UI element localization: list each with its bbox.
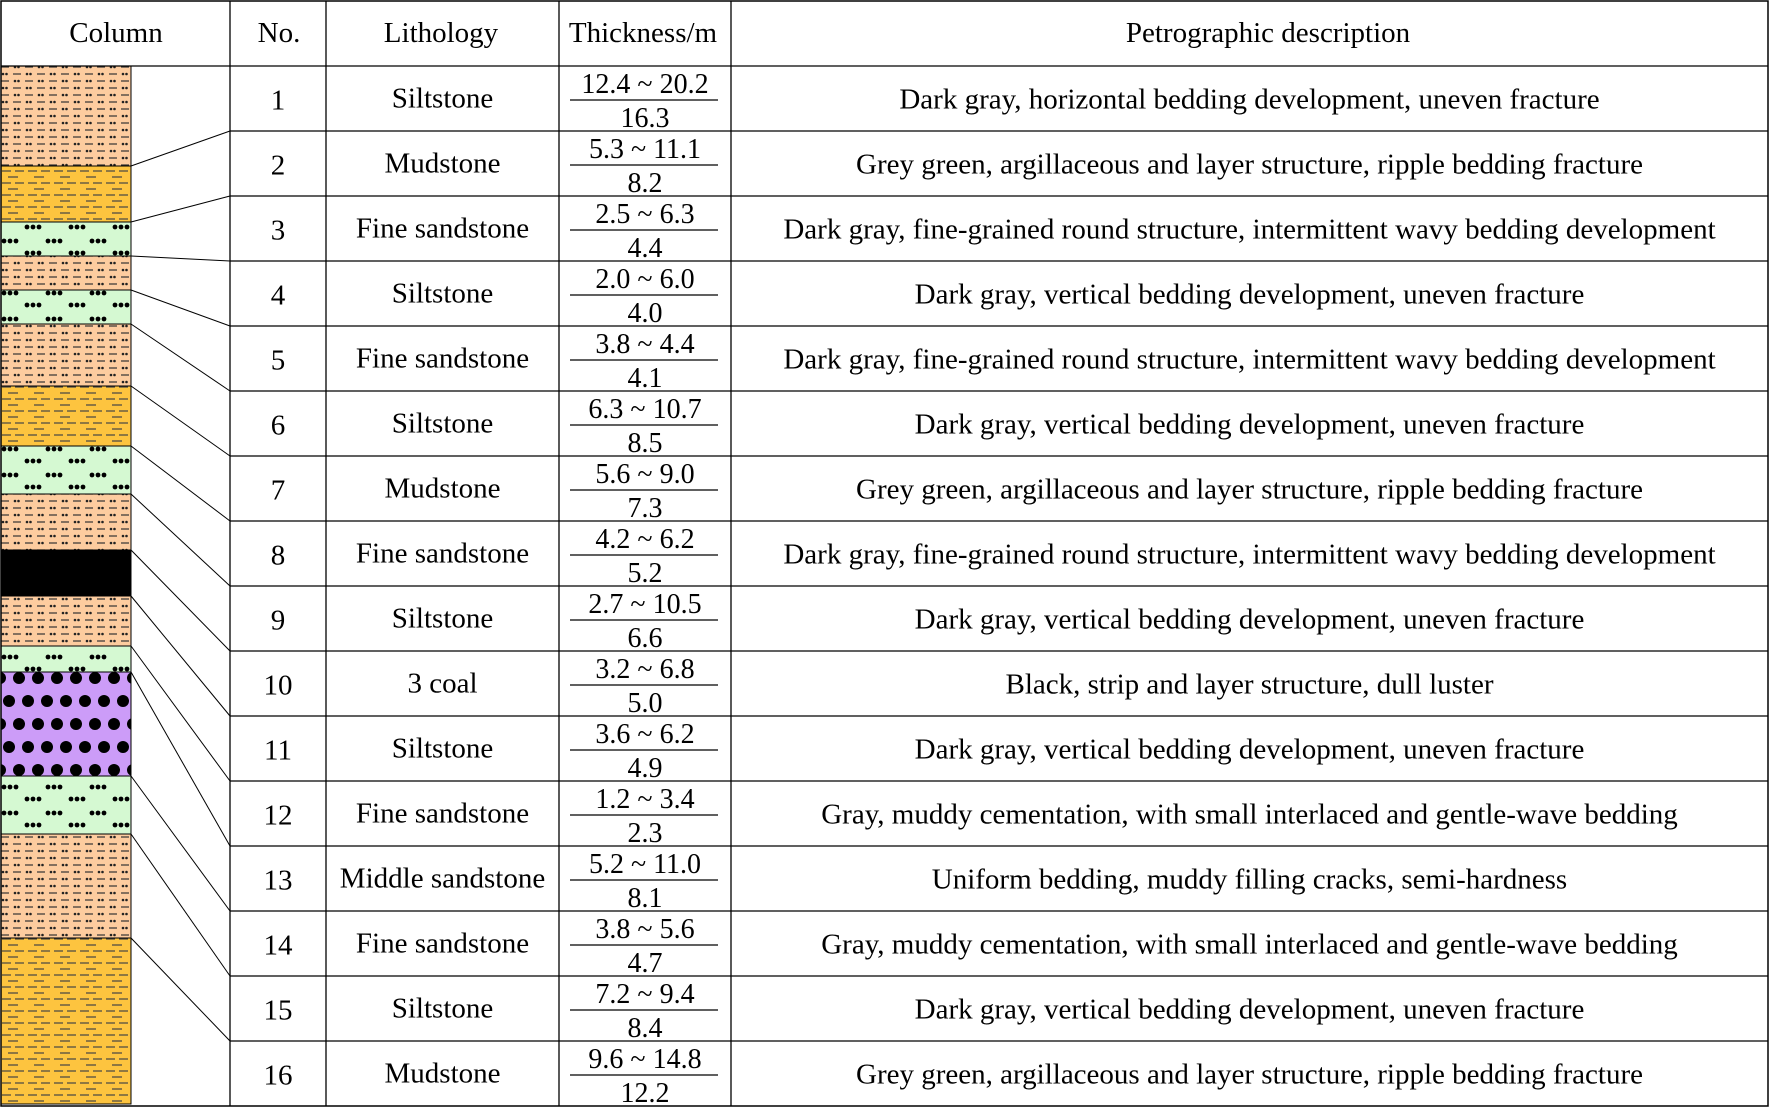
row-number: 10 [263,669,293,702]
connector-line-7 [131,446,230,521]
table-row [264,719,1584,784]
table-row [271,264,1585,329]
lithology-column [1,66,131,1104]
row-number: 5 [270,344,286,377]
connector-line-13 [131,776,230,911]
row-lithology: Fine sandstone [355,342,530,375]
row-lithology: Siltstone [391,732,494,765]
column-layer-14-fine-sandstone-dot-pattern [1,776,131,834]
connector-line-3 [131,256,230,261]
connector-line-8 [131,494,230,586]
row-number: 12 [263,799,293,832]
connector-line-6 [131,386,230,456]
row-number: 9 [270,604,286,637]
column-layer-10-coal-solid [1,550,131,596]
row-number: 1 [270,84,286,117]
column-layer-7-mudstone-dash-pattern [1,386,131,446]
thickness-average: 5.2 [627,558,663,589]
thickness-range: 7.2 ~ 9.4 [595,979,695,1010]
column-layer-1-siltstone-dash-pattern [1,66,131,166]
column-layer-9-siltstone-dash-pattern [1,494,131,550]
row-lithology: Fine sandstone [355,797,530,830]
row-description: Dark gray, horizontal bedding development, uneven fracture [899,83,1600,116]
row-lithology: Middle sandstone [339,862,546,895]
row-description: Dark gray, fine-grained round structure, intermittent wavy bedding development [783,538,1716,571]
row-description: Dark gray, vertical bedding development, uneven fracture [914,278,1585,311]
thickness-average: 4.9 [627,753,663,784]
thickness-average: 2.3 [627,818,663,849]
table-row [264,849,1568,914]
row-description: Dark gray, fine-grained round structure, intermittent wavy bedding development [783,343,1716,376]
row-lithology: Mudstone [384,147,501,180]
thickness-range: 3.6 ~ 6.2 [595,719,695,750]
connector-line-15 [131,938,230,1041]
thickness-range: 12.4 ~ 20.2 [581,69,709,100]
row-number: 13 [263,864,293,897]
table-row [264,1044,1643,1107]
row-description: Dark gray, fine-grained round structure, intermittent wavy bedding development [783,213,1716,246]
thickness-range: 3.8 ~ 5.6 [595,914,695,945]
column-layer-5-fine-sandstone-dot-pattern [1,290,131,324]
row-description: Grey green, argillaceous and layer structure, ripple bedding fracture [856,473,1643,506]
column-layer-3-fine-sandstone-dot-pattern [1,222,131,256]
thickness-range: 2.0 ~ 6.0 [595,264,695,295]
table-row [271,329,1716,394]
connector-line-1 [131,131,230,166]
connector-line-4 [131,290,230,326]
thickness-average: 8.5 [627,428,663,459]
thickness-average: 4.7 [627,948,663,979]
row-lithology: Siltstone [391,82,494,115]
thickness-range: 3.2 ~ 6.8 [595,654,695,685]
row-number: 14 [263,929,293,962]
column-layer-16-mudstone-dash-pattern [1,938,131,1104]
row-lithology: Fine sandstone [355,927,530,960]
column-layer-8-fine-sandstone-dot-pattern [1,446,131,494]
column-layer-15-siltstone-dash-pattern [1,834,131,938]
row-number: 11 [264,734,292,767]
column-layer-2-mudstone-dash-pattern [1,166,131,222]
column-layer-11-siltstone-dash-pattern [1,596,131,646]
table-body [264,69,1716,1107]
thickness-range: 5.3 ~ 11.1 [588,134,702,165]
row-description: Dark gray, vertical bedding development, uneven fracture [914,408,1585,441]
row-number: 4 [270,279,286,312]
table-row [264,914,1678,979]
thickness-average: 5.0 [627,688,663,719]
thickness-range: 3.8 ~ 4.4 [595,329,695,360]
column-layer-6-siltstone-dash-pattern [1,324,131,386]
header-column: Column [69,17,163,49]
row-lithology: Mudstone [384,472,501,505]
row-lithology: Fine sandstone [355,212,530,245]
thickness-range: 5.2 ~ 11.0 [588,849,702,880]
thickness-average: 4.0 [627,298,663,329]
row-number: 16 [263,1059,293,1092]
thickness-range: 2.5 ~ 6.3 [595,199,695,230]
table-row [271,134,1643,199]
thickness-range: 5.6 ~ 9.0 [595,459,695,490]
row-description: Black, strip and layer structure, dull luster [1005,668,1494,701]
header-row [69,17,1410,49]
connector-line-14 [131,834,230,976]
table-row [271,69,1600,134]
connector-line-9 [131,550,230,651]
column-layer-12-fine-sandstone-dot-pattern [1,646,131,672]
row-description: Gray, muddy cementation, with small interlaced and gentle-wave bedding [821,928,1678,961]
row-description: Dark gray, vertical bedding development, uneven fracture [914,733,1585,766]
row-number: 15 [263,994,293,1027]
thickness-average: 12.2 [620,1078,670,1107]
table-row [264,979,1585,1044]
thickness-range: 6.3 ~ 10.7 [588,394,702,425]
table-row [271,459,1643,524]
row-description: Uniform bedding, muddy filling cracks, semi-hardness [931,863,1568,896]
table-row [264,784,1678,849]
header-lithology: Lithology [383,17,499,49]
row-lithology: Mudstone [384,1057,501,1090]
thickness-range: 1.2 ~ 3.4 [595,784,695,815]
row-description: Dark gray, vertical bedding development, uneven fracture [914,993,1585,1026]
connector-line-11 [131,646,230,781]
thickness-range: 4.2 ~ 6.2 [595,524,695,555]
row-lithology: Siltstone [391,407,494,440]
thickness-range: 9.6 ~ 14.8 [588,1044,702,1075]
table-row [271,394,1585,459]
table-row [271,524,1716,589]
row-lithology: Siltstone [391,277,494,310]
thickness-average: 8.2 [627,168,663,199]
table-row [271,199,1716,264]
thickness-average: 16.3 [620,103,670,134]
row-number: 7 [270,474,286,507]
connector-line-2 [131,196,230,222]
row-lithology: Fine sandstone [355,537,530,570]
thickness-average: 4.1 [627,363,663,394]
row-description: Grey green, argillaceous and layer structure, ripple bedding fracture [856,148,1643,181]
thickness-average: 6.6 [627,623,663,654]
thickness-range: 2.7 ~ 10.5 [588,589,702,620]
row-lithology: 3 coal [407,667,478,700]
column-layer-4-siltstone-dash-pattern [1,256,131,290]
row-description: Grey green, argillaceous and layer structure, ripple bedding fracture [856,1058,1643,1091]
row-lithology: Siltstone [391,992,494,1025]
thickness-average: 7.3 [627,493,663,524]
row-number: 2 [270,149,286,182]
column-connector-lines [131,131,230,1041]
row-number: 8 [270,539,286,572]
connector-line-5 [131,324,230,391]
table-row [271,589,1585,654]
row-number: 3 [270,214,286,247]
thickness-average: 4.4 [627,233,663,264]
thickness-average: 8.1 [627,883,663,914]
table-row [264,654,1494,719]
row-number: 6 [270,409,286,442]
thickness-average: 8.4 [627,1013,663,1044]
row-description: Gray, muddy cementation, with small interlaced and gentle-wave bedding [821,798,1678,831]
header-description: Petrographic description [1125,17,1411,49]
row-lithology: Siltstone [391,602,494,635]
row-description: Dark gray, vertical bedding development, uneven fracture [914,603,1585,636]
header-no: No. [257,17,301,49]
column-layer-13-middle-sandstone-dot-pattern [1,672,131,776]
header-thickness: Thickness/m [568,17,718,49]
